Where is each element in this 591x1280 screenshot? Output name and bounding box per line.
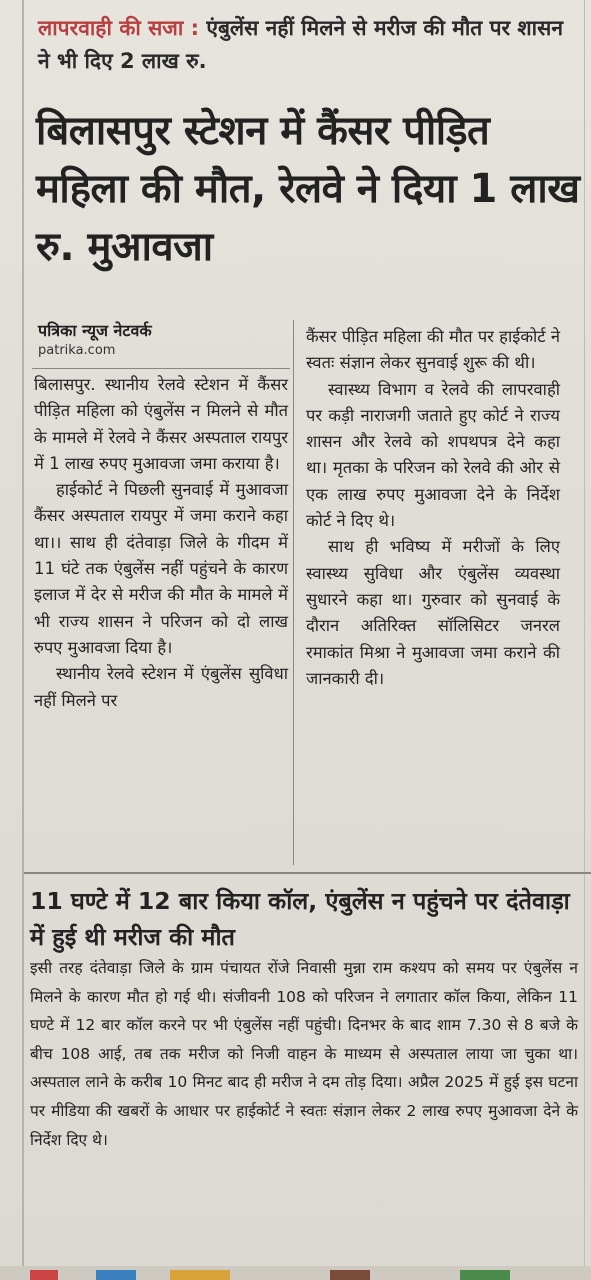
strip-mark-brown [330, 1270, 370, 1280]
right-paragraph-1: कैंसर पीड़ित महिला की मौत पर हाईकोर्ट ने स्वतः संज्ञान लेकर सुनवाई शुरू की थी। [306, 327, 560, 373]
strip-mark-blue [96, 1270, 136, 1280]
box-story-text: इसी तरह दंतेवाड़ा जिले के ग्राम पंचायत रोंजे निवासी मुन्ना राम कश्यप को समय पर एंबुलेंस न मिलने के कारण मौत हो गई थी। संजीवनी 108 को परिजन ने लगातार कॉल किया, लेकिन 11 घण्टे में 12 बार कॉल करने पर भी एंबुलेंस नहीं पहुंची। दिनभर के बाद शाम 7.30 से 8 बजे के बीच 108 आई, तब तक मरीज को निजी वाहन के माध्यम से अस्पताल लाया जा चुका था। अस्पताल लाने के करीब 10 मिनट बाद ही मरीज ने दम तोड़ दिया। अप्रैल 2025 में हुई इस घटना पर मीडिया की खबरों के आधार पर हाईकोर्ट ने स्वतः संज्ञान लेकर 2 लाख रुपए मुआवजा देने के निर्देश दिए थे। [30, 959, 578, 1149]
left-paragraph-3: स्थानीय रेलवे स्टेशन में एंबुलेंस सुविधा नहीं मिलने पर [34, 664, 288, 710]
kicker-text: एंबुलेंस नहीं मिलने से मरीज की मौत पर शासन ने भी दिए 2 लाख रु. [38, 16, 563, 73]
column-separator [293, 320, 294, 865]
section-divider [24, 872, 591, 874]
byline [38, 320, 288, 360]
left-margin-rule [22, 0, 24, 1280]
headline: बिलासपुर स्टेशन में कैंसर पीड़ित महिला की मौत, रेलवे ने दिया 1 लाख रु. मुआवजा [36, 108, 580, 270]
subheadline: 11 घण्टे में 12 बार किया कॉल, एंबुलेंस न पहुंचने पर दंतेवाड़ा में हुई थी मरीज की मौत [30, 887, 570, 951]
byline-url: patrika.com [38, 343, 116, 358]
left-paragraph-2: हाईकोर्ट ने पिछली सुनवाई में मुआवजा कैंसर अस्पताल रायपुर में जमा कराने कहा था।। साथ ही दंतेवाड़ा जिले के गीदम में 11 घंटे तक एंबुलेंस नहीं पहुंचने के कारण इलाज में देर से मरीज की मौत के मामले में भी राज्य शासन ने परिजन को दो लाख रुपए मुआवजा दिया है। [34, 480, 288, 657]
byline-name: पत्रिका न्यूज नेटवर्क [38, 321, 152, 340]
right-paragraph-3: साथ ही भविष्य में मरीजों के लिए स्वास्थ्य सुविधा और एंबुलेंस व्यवस्था सुधारने कहा था। गुरुवार को सुनवाई के दौरान अतिरिक्त सॉलिसिटर जनरल रमाकांत मिश्रा ने मुआवजा जमा कराने की जानकारी दी। [306, 537, 560, 688]
strip-mark-red [30, 1270, 58, 1280]
column-top-rule [32, 368, 290, 369]
bottom-color-strip [0, 1266, 591, 1280]
left-paragraph-1: बिलासपुर. स्थानीय रेलवे स्टेशन में कैंसर पीड़ित महिला को एंबुलेंस न मिलने से मौत के मामले में रेलवे ने कैंसर अस्पताल रायपुर में 1 लाख रुपए मुआवजा जमा कराया है। [34, 375, 288, 473]
right-margin-rule [584, 0, 585, 1280]
strip-mark-green [460, 1270, 510, 1280]
left-column [34, 372, 288, 714]
kicker-line [38, 12, 578, 78]
right-paragraph-2: स्वास्थ्य विभाग व रेलवे की लापरवाही पर कड़ी नाराजगी जताते हुए कोर्ट ने राज्य शासन और रेलवे को शपथपत्र देने कहा था। मृतका के परिजन को रेलवे की ओर से एक लाख रुपए मुआवजा देने के निर्देश कोर्ट ने दिए थे। [306, 379, 560, 531]
strip-mark-yellow [170, 1270, 230, 1280]
right-column [306, 324, 560, 692]
kicker-label: लापरवाही की सजा : [38, 16, 200, 40]
